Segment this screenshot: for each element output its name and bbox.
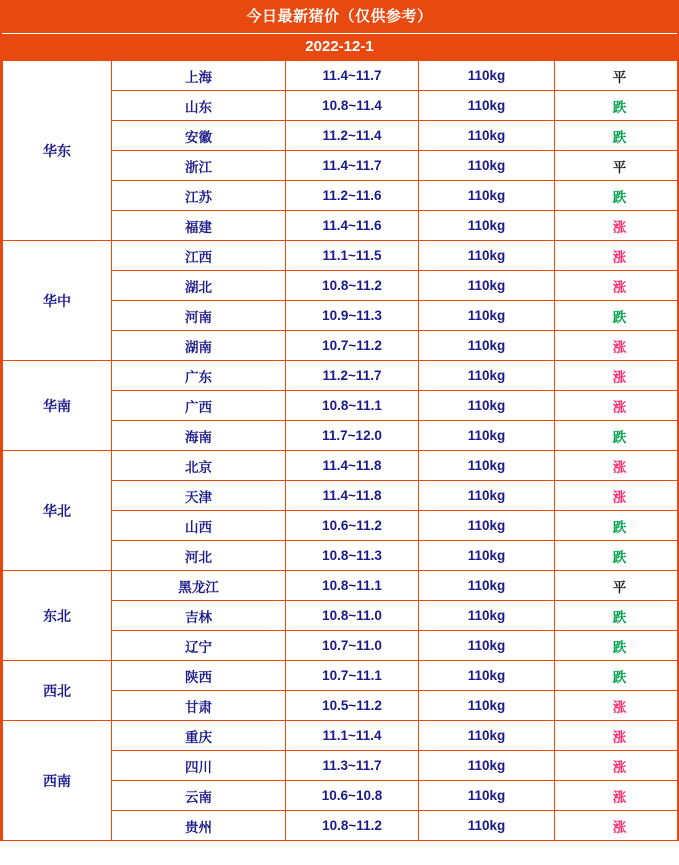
table-row xyxy=(3,451,679,481)
province-cell: 北京 xyxy=(112,451,286,481)
province-cell: 陕西 xyxy=(112,661,286,691)
weight-cell: 110kg xyxy=(419,181,555,211)
trend-cell: 涨 xyxy=(555,721,679,751)
weight-cell: 110kg xyxy=(419,61,555,91)
province-cell: 湖南 xyxy=(112,331,286,361)
price-cell: 10.9~11.3 xyxy=(286,301,419,331)
price-table xyxy=(2,60,679,841)
province-cell: 重庆 xyxy=(112,721,286,751)
trend-cell: 跌 xyxy=(555,661,679,691)
region-cell: 西南 xyxy=(3,721,112,841)
weight-cell: 110kg xyxy=(419,691,555,721)
weight-cell: 110kg xyxy=(419,151,555,181)
weight-cell: 110kg xyxy=(419,661,555,691)
weight-cell: 110kg xyxy=(419,601,555,631)
trend-cell: 涨 xyxy=(555,391,679,421)
weight-cell: 110kg xyxy=(419,721,555,751)
trend-cell: 涨 xyxy=(555,271,679,301)
table-row xyxy=(3,241,679,271)
region-cell: 华中 xyxy=(3,241,112,361)
weight-cell: 110kg xyxy=(419,631,555,661)
trend-cell: 跌 xyxy=(555,541,679,571)
price-cell: 11.2~11.7 xyxy=(286,361,419,391)
trend-cell: 涨 xyxy=(555,781,679,811)
province-cell: 辽宁 xyxy=(112,631,286,661)
province-cell: 甘肃 xyxy=(112,691,286,721)
province-cell: 贵州 xyxy=(112,811,286,841)
trend-cell: 平 xyxy=(555,151,679,181)
price-cell: 11.7~12.0 xyxy=(286,421,419,451)
weight-cell: 110kg xyxy=(419,421,555,451)
price-cell: 11.2~11.6 xyxy=(286,181,419,211)
price-cell: 11.4~11.8 xyxy=(286,481,419,511)
province-cell: 黑龙江 xyxy=(112,571,286,601)
province-cell: 江西 xyxy=(112,241,286,271)
price-cell: 10.8~11.3 xyxy=(286,541,419,571)
trend-cell: 跌 xyxy=(555,601,679,631)
weight-cell: 110kg xyxy=(419,811,555,841)
weight-cell: 110kg xyxy=(419,751,555,781)
price-cell: 11.4~11.6 xyxy=(286,211,419,241)
province-cell: 天津 xyxy=(112,481,286,511)
region-cell: 华东 xyxy=(3,61,112,241)
province-cell: 云南 xyxy=(112,781,286,811)
price-cell: 11.1~11.5 xyxy=(286,241,419,271)
price-cell: 10.8~11.4 xyxy=(286,91,419,121)
weight-cell: 110kg xyxy=(419,451,555,481)
table-row xyxy=(3,61,679,91)
weight-cell: 110kg xyxy=(419,271,555,301)
page-title: 今日最新猪价（仅供参考） xyxy=(2,0,677,33)
price-cell: 10.5~11.2 xyxy=(286,691,419,721)
weight-cell: 110kg xyxy=(419,301,555,331)
price-cell: 11.4~11.7 xyxy=(286,61,419,91)
price-cell: 10.8~11.2 xyxy=(286,811,419,841)
province-cell: 江苏 xyxy=(112,181,286,211)
weight-cell: 110kg xyxy=(419,91,555,121)
province-cell: 湖北 xyxy=(112,271,286,301)
trend-cell: 平 xyxy=(555,61,679,91)
table-row xyxy=(3,571,679,601)
weight-cell: 110kg xyxy=(419,481,555,511)
trend-cell: 涨 xyxy=(555,361,679,391)
province-cell: 河北 xyxy=(112,541,286,571)
province-cell: 安徽 xyxy=(112,121,286,151)
region-cell: 华北 xyxy=(3,451,112,571)
price-cell: 10.7~11.0 xyxy=(286,631,419,661)
table-row xyxy=(3,721,679,751)
price-cell: 10.8~11.0 xyxy=(286,601,419,631)
price-cell: 11.1~11.4 xyxy=(286,721,419,751)
region-cell: 华南 xyxy=(3,361,112,451)
date-label: 2022-12-1 xyxy=(2,33,677,60)
province-cell: 山西 xyxy=(112,511,286,541)
province-cell: 上海 xyxy=(112,61,286,91)
table-row xyxy=(3,361,679,391)
province-cell: 浙江 xyxy=(112,151,286,181)
price-table-body xyxy=(3,61,679,841)
trend-cell: 涨 xyxy=(555,481,679,511)
price-cell: 11.4~11.7 xyxy=(286,151,419,181)
province-cell: 海南 xyxy=(112,421,286,451)
trend-cell: 涨 xyxy=(555,811,679,841)
weight-cell: 110kg xyxy=(419,541,555,571)
weight-cell: 110kg xyxy=(419,781,555,811)
province-cell: 四川 xyxy=(112,751,286,781)
table-row xyxy=(3,661,679,691)
trend-cell: 涨 xyxy=(555,691,679,721)
weight-cell: 110kg xyxy=(419,121,555,151)
trend-cell: 跌 xyxy=(555,301,679,331)
weight-cell: 110kg xyxy=(419,511,555,541)
weight-cell: 110kg xyxy=(419,361,555,391)
price-cell: 10.7~11.2 xyxy=(286,331,419,361)
weight-cell: 110kg xyxy=(419,331,555,361)
price-cell: 11.4~11.8 xyxy=(286,451,419,481)
trend-cell: 涨 xyxy=(555,241,679,271)
trend-cell: 跌 xyxy=(555,421,679,451)
weight-cell: 110kg xyxy=(419,211,555,241)
trend-cell: 平 xyxy=(555,571,679,601)
province-cell: 山东 xyxy=(112,91,286,121)
province-cell: 广西 xyxy=(112,391,286,421)
weight-cell: 110kg xyxy=(419,571,555,601)
province-cell: 福建 xyxy=(112,211,286,241)
price-cell: 10.6~11.2 xyxy=(286,511,419,541)
province-cell: 广东 xyxy=(112,361,286,391)
weight-cell: 110kg xyxy=(419,241,555,271)
trend-cell: 跌 xyxy=(555,631,679,661)
trend-cell: 涨 xyxy=(555,331,679,361)
price-cell: 10.7~11.1 xyxy=(286,661,419,691)
province-cell: 河南 xyxy=(112,301,286,331)
trend-cell: 涨 xyxy=(555,451,679,481)
trend-cell: 跌 xyxy=(555,91,679,121)
trend-cell: 跌 xyxy=(555,511,679,541)
region-cell: 西北 xyxy=(3,661,112,721)
weight-cell: 110kg xyxy=(419,391,555,421)
price-cell: 10.8~11.1 xyxy=(286,571,419,601)
trend-cell: 跌 xyxy=(555,121,679,151)
price-cell: 11.2~11.4 xyxy=(286,121,419,151)
price-cell: 11.3~11.7 xyxy=(286,751,419,781)
province-cell: 吉林 xyxy=(112,601,286,631)
trend-cell: 涨 xyxy=(555,211,679,241)
region-cell: 东北 xyxy=(3,571,112,661)
price-cell: 10.6~10.8 xyxy=(286,781,419,811)
trend-cell: 涨 xyxy=(555,751,679,781)
trend-cell: 跌 xyxy=(555,181,679,211)
price-cell: 10.8~11.2 xyxy=(286,271,419,301)
price-cell: 10.8~11.1 xyxy=(286,391,419,421)
